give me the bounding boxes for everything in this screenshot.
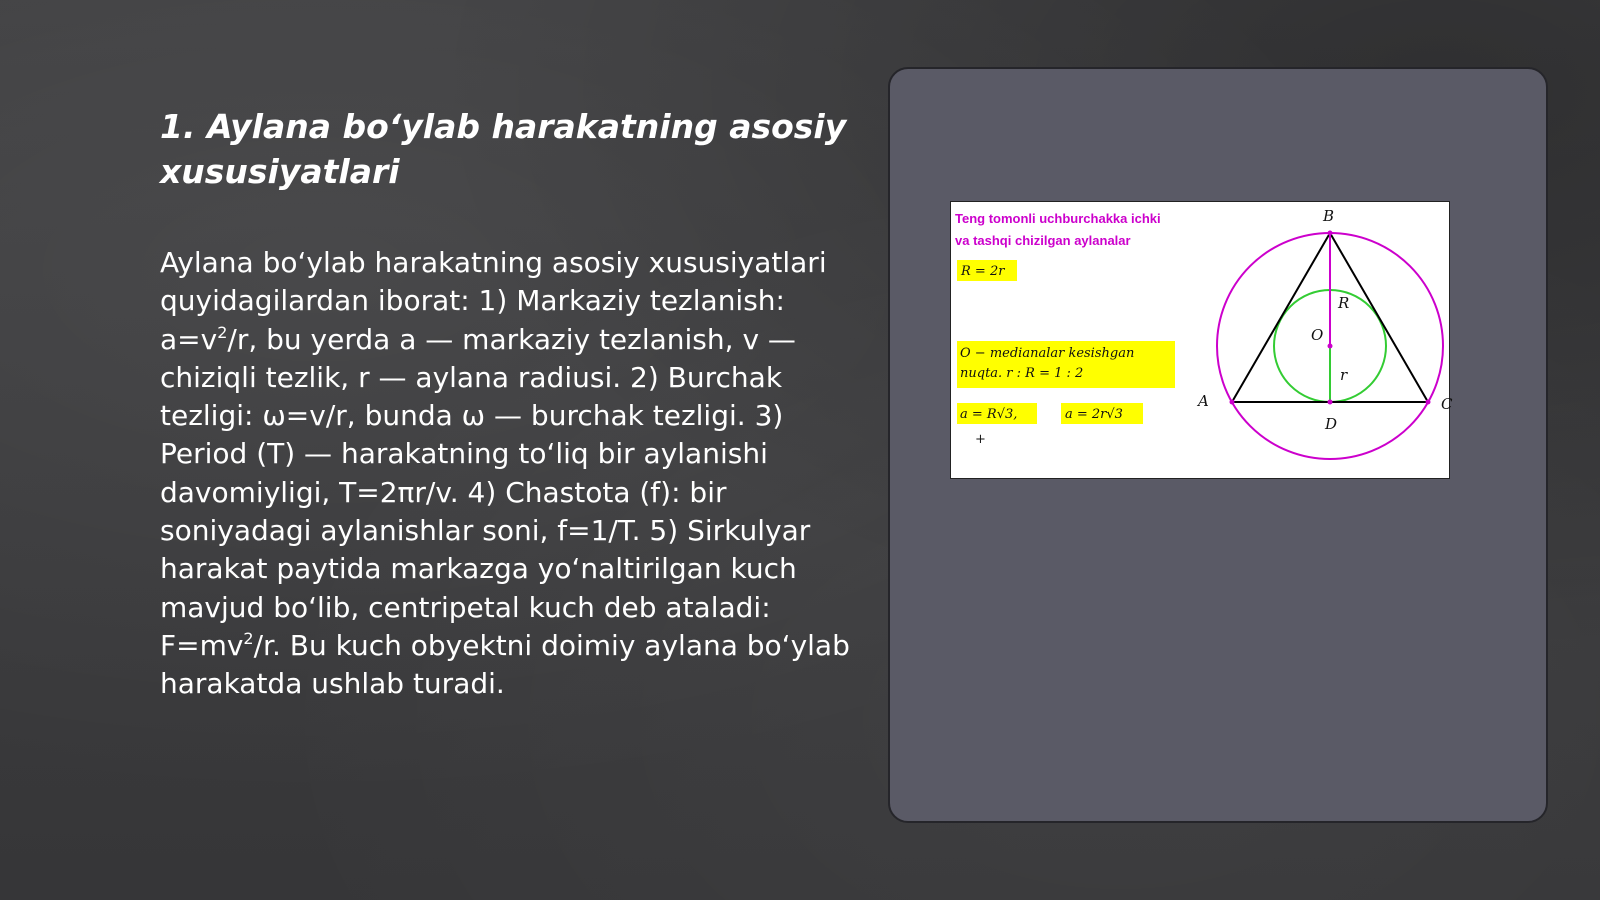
- point-A: [1230, 400, 1235, 405]
- diagram-caption-line-1: Teng tomonli uchburchakka ichki: [955, 211, 1161, 226]
- point-C: [1426, 400, 1431, 405]
- superscript-squared-1: 2: [217, 322, 228, 342]
- label-O: O: [1311, 326, 1324, 344]
- label-A: A: [1198, 392, 1209, 410]
- body-text-part-2: /r, bu yerda a — markaziy tezlanish, v — chiziqli tezlik, r — aylana radiusi. 2) Burchak tezligi: ω=v/r, bunda ω — burchak tezligi. 3) Period (T) — harakatning to‘liq bir aylanishi davomiyligi, T=2πr/v. 4) Chastota (f): bir soniyadagi aylanishlar soni, f=1/T. 5) Sirkulyar harakat paytida markazga yo‘naltirilgan kuch mavjud bo‘lib, centripetal kuch deb ataladi: F=mv: [160, 322, 811, 662]
- label-r: r: [1340, 366, 1348, 384]
- formula-R-equals-2r: R = 2r: [961, 264, 1005, 279]
- label-C: C: [1441, 395, 1453, 413]
- point-D: [1328, 400, 1333, 405]
- point-O: [1328, 344, 1333, 349]
- slide-title: 1. Aylana bo‘ylab harakatning asosiy xususiyatlari: [160, 107, 847, 191]
- formula-a-2r-sqrt3: a = 2r√3: [1065, 407, 1123, 422]
- label-D: D: [1325, 415, 1338, 433]
- diagram-caption-line-2: va tashqi chizilgan aylanalar: [955, 233, 1131, 248]
- geometry-diagram: [950, 201, 1453, 479]
- plus-mark: +: [975, 432, 986, 447]
- formula-a-R-sqrt3: a = R√3,: [960, 407, 1018, 422]
- note-line-2: nuqta. r : R = 1 : 2: [960, 366, 1084, 381]
- slide-body-text: [160, 244, 850, 704]
- note-line-1: O − medianalar kesishgan: [960, 346, 1135, 361]
- point-B: [1328, 231, 1333, 236]
- label-B: B: [1323, 207, 1335, 225]
- diagram-svg: [951, 202, 1451, 480]
- label-R: R: [1338, 294, 1350, 312]
- body-text-part-1: Aylana bo‘ylab harakatning asosiy xususiyatlari quyidagilardan iborat: 1) Markaziy tezlanish: a=v: [160, 246, 827, 356]
- body-text-part-3: /r. Bu kuch obyektni doimiy aylana bo‘ylab harakatda ushlab turadi.: [160, 628, 850, 701]
- superscript-squared-2: 2: [243, 628, 254, 648]
